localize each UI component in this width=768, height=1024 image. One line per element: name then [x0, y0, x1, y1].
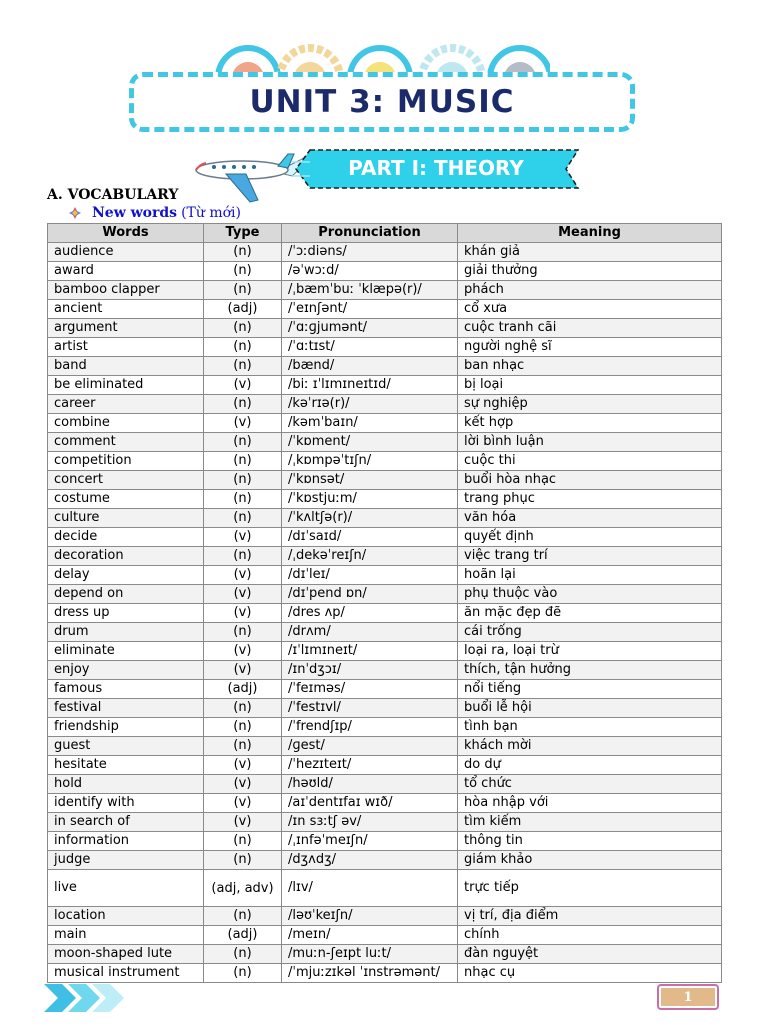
- word-cell: live: [48, 870, 204, 907]
- pronunciation-cell: /bænd/: [282, 357, 458, 376]
- type-cell: (n): [204, 243, 282, 262]
- meaning-cell: tình bạn: [458, 718, 722, 737]
- table-row: [48, 661, 722, 680]
- table-row: [48, 376, 722, 395]
- table-row: [48, 642, 722, 661]
- pronunciation-cell: /dʒʌdʒ/: [282, 851, 458, 870]
- word-cell: competition: [48, 452, 204, 471]
- table-row: [48, 775, 722, 794]
- column-header-type: Type: [204, 224, 282, 243]
- word-cell: decide: [48, 528, 204, 547]
- table-row: [48, 945, 722, 964]
- type-cell: (v): [204, 794, 282, 813]
- pronunciation-cell: /ˈfrendʃɪp/: [282, 718, 458, 737]
- table-row: [48, 319, 722, 338]
- table-row: [48, 490, 722, 509]
- type-cell: (n): [204, 945, 282, 964]
- meaning-cell: do dự: [458, 756, 722, 775]
- pronunciation-cell: /ɪnˈdʒɔɪ/: [282, 661, 458, 680]
- table-row: [48, 338, 722, 357]
- pronunciation-cell: /biː ɪˈlɪmɪneɪtɪd/: [282, 376, 458, 395]
- table-row: [48, 509, 722, 528]
- table-row: [48, 964, 722, 983]
- word-cell: information: [48, 832, 204, 851]
- pronunciation-cell: /ˈfeɪməs/: [282, 680, 458, 699]
- pronunciation-cell: /meɪn/: [282, 926, 458, 945]
- meaning-cell: cuộc thi: [458, 452, 722, 471]
- table-row: [48, 528, 722, 547]
- meaning-cell: nhạc cụ: [458, 964, 722, 983]
- word-cell: award: [48, 262, 204, 281]
- type-cell: (v): [204, 775, 282, 794]
- word-cell: culture: [48, 509, 204, 528]
- pronunciation-cell: /ˈɔːdiəns/: [282, 243, 458, 262]
- word-cell: main: [48, 926, 204, 945]
- pronunciation-cell: /ˌɪnfəˈmeɪʃn/: [282, 832, 458, 851]
- table-row: [48, 585, 722, 604]
- type-cell: (n): [204, 357, 282, 376]
- table-row: [48, 756, 722, 775]
- word-cell: hesitate: [48, 756, 204, 775]
- table-row: [48, 851, 722, 870]
- type-cell: (adj): [204, 680, 282, 699]
- table-row: [48, 794, 722, 813]
- pronunciation-cell: /kəˈrɪə(r)/: [282, 395, 458, 414]
- type-cell: (n): [204, 907, 282, 926]
- word-cell: enjoy: [48, 661, 204, 680]
- word-cell: friendship: [48, 718, 204, 737]
- word-cell: festival: [48, 699, 204, 718]
- word-cell: argument: [48, 319, 204, 338]
- word-cell: combine: [48, 414, 204, 433]
- word-cell: career: [48, 395, 204, 414]
- meaning-cell: phách: [458, 281, 722, 300]
- word-cell: famous: [48, 680, 204, 699]
- meaning-cell: lời bình luận: [458, 433, 722, 452]
- meaning-cell: ăn mặc đẹp đẽ: [458, 604, 722, 623]
- table-row: [48, 870, 722, 907]
- pronunciation-cell: /ɡest/: [282, 737, 458, 756]
- type-cell: (n): [204, 452, 282, 471]
- type-cell: (n): [204, 395, 282, 414]
- table-row: [48, 471, 722, 490]
- pronunciation-cell: /dɪˈsaɪd/: [282, 528, 458, 547]
- pronunciation-cell: /həʊld/: [282, 775, 458, 794]
- type-cell: (v): [204, 585, 282, 604]
- pronunciation-cell: /ˌkɒmpəˈtɪʃn/: [282, 452, 458, 471]
- meaning-cell: văn hóa: [458, 509, 722, 528]
- table-row: [48, 452, 722, 471]
- meaning-cell: khách mời: [458, 737, 722, 756]
- pronunciation-cell: /ɪˈlɪmɪneɪt/: [282, 642, 458, 661]
- type-cell: (n): [204, 737, 282, 756]
- meaning-cell: chính: [458, 926, 722, 945]
- word-cell: dress up: [48, 604, 204, 623]
- subsection-heading: [68, 205, 241, 221]
- type-cell: (n): [204, 718, 282, 737]
- type-cell: (v): [204, 528, 282, 547]
- pronunciation-cell: /ˈkɒstjuːm/: [282, 490, 458, 509]
- table-row: [48, 832, 722, 851]
- type-cell: (n): [204, 699, 282, 718]
- pronunciation-cell: /ˈeɪnʃənt/: [282, 300, 458, 319]
- word-cell: hold: [48, 775, 204, 794]
- pronunciation-cell: /ˌdekəˈreɪʃn/: [282, 547, 458, 566]
- word-cell: decoration: [48, 547, 204, 566]
- pronunciation-cell: /ˌbæmˈbuː ˈklæpə(r)/: [282, 281, 458, 300]
- meaning-cell: tổ chức: [458, 775, 722, 794]
- pronunciation-cell: /ˈmjuːzɪkəl ˈɪnstrəmənt/: [282, 964, 458, 983]
- table-row: [48, 300, 722, 319]
- table-row: [48, 604, 722, 623]
- type-cell: (v): [204, 756, 282, 775]
- table-row: [48, 414, 722, 433]
- type-cell: (n): [204, 433, 282, 452]
- word-cell: costume: [48, 490, 204, 509]
- meaning-cell: thông tin: [458, 832, 722, 851]
- meaning-cell: bị loại: [458, 376, 722, 395]
- pronunciation-cell: /ləʊˈkeɪʃn/: [282, 907, 458, 926]
- type-cell: (adj): [204, 926, 282, 945]
- type-cell: (n): [204, 281, 282, 300]
- meaning-cell: thích, tận hưởng: [458, 661, 722, 680]
- meaning-cell: tìm kiếm: [458, 813, 722, 832]
- word-cell: location: [48, 907, 204, 926]
- pronunciation-cell: /aɪˈdentɪfaɪ wɪð/: [282, 794, 458, 813]
- word-cell: audience: [48, 243, 204, 262]
- word-cell: ancient: [48, 300, 204, 319]
- meaning-cell: giám khảo: [458, 851, 722, 870]
- pronunciation-cell: /muːn-ʃeɪpt luːt/: [282, 945, 458, 964]
- vocabulary-table: [47, 223, 722, 983]
- meaning-cell: việc trang trí: [458, 547, 722, 566]
- type-cell: (v): [204, 376, 282, 395]
- table-row: [48, 357, 722, 376]
- subsection-note: (Từ mới): [181, 205, 241, 221]
- table-row: [48, 433, 722, 452]
- word-cell: depend on: [48, 585, 204, 604]
- pronunciation-cell: /lɪv/: [282, 870, 458, 907]
- meaning-cell: buổi hòa nhạc: [458, 471, 722, 490]
- meaning-cell: đàn nguyệt: [458, 945, 722, 964]
- word-cell: identify with: [48, 794, 204, 813]
- column-header-words: Words: [48, 224, 204, 243]
- meaning-cell: giải thưởng: [458, 262, 722, 281]
- meaning-cell: phụ thuộc vào: [458, 585, 722, 604]
- type-cell: (v): [204, 604, 282, 623]
- meaning-cell: buổi lễ hội: [458, 699, 722, 718]
- type-cell: (adj): [204, 300, 282, 319]
- table-row: [48, 699, 722, 718]
- type-cell: (n): [204, 547, 282, 566]
- pronunciation-cell: /ˈɑːtɪst/: [282, 338, 458, 357]
- pronunciation-cell: /ˈkɒnsət/: [282, 471, 458, 490]
- type-cell: (n): [204, 851, 282, 870]
- section-heading: A. VOCABULARY: [47, 187, 179, 203]
- footer-arrows-icon: [44, 982, 128, 1014]
- meaning-cell: người nghệ sĩ: [458, 338, 722, 357]
- pronunciation-cell: /ˈhezɪteɪt/: [282, 756, 458, 775]
- word-cell: musical instrument: [48, 964, 204, 983]
- word-cell: artist: [48, 338, 204, 357]
- word-cell: drum: [48, 623, 204, 642]
- meaning-cell: cuộc tranh cãi: [458, 319, 722, 338]
- table-row: [48, 813, 722, 832]
- type-cell: (n): [204, 338, 282, 357]
- meaning-cell: kết hợp: [458, 414, 722, 433]
- type-cell: (n): [204, 964, 282, 983]
- subsection-title: New words: [92, 205, 178, 221]
- meaning-cell: nổi tiếng: [458, 680, 722, 699]
- column-header-pronunciation: Pronunciation: [282, 224, 458, 243]
- word-cell: moon-shaped lute: [48, 945, 204, 964]
- pronunciation-cell: /dɪˈleɪ/: [282, 566, 458, 585]
- table-row: [48, 680, 722, 699]
- meaning-cell: loại ra, loại trừ: [458, 642, 722, 661]
- pronunciation-cell: /dɪˈpend ɒn/: [282, 585, 458, 604]
- meaning-cell: ban nhạc: [458, 357, 722, 376]
- type-cell: (v): [204, 566, 282, 585]
- type-cell: (n): [204, 471, 282, 490]
- pronunciation-cell: /ˈɑːɡjumənt/: [282, 319, 458, 338]
- page-title: UNIT 3: MUSIC: [249, 84, 515, 120]
- word-cell: judge: [48, 851, 204, 870]
- type-cell: (n): [204, 623, 282, 642]
- page-number-badge: [657, 984, 719, 1010]
- meaning-cell: cái trống: [458, 623, 722, 642]
- type-cell: (n): [204, 832, 282, 851]
- meaning-cell: khán giả: [458, 243, 722, 262]
- type-cell: (adj, adv): [204, 870, 282, 907]
- meaning-cell: sự nghiệp: [458, 395, 722, 414]
- column-header-meaning: Meaning: [458, 224, 722, 243]
- table-row: [48, 623, 722, 642]
- type-cell: (n): [204, 509, 282, 528]
- pronunciation-cell: /ˈkʌltʃə(r)/: [282, 509, 458, 528]
- pronunciation-cell: /ɪn sɜːtʃ əv/: [282, 813, 458, 832]
- table-row: [48, 262, 722, 281]
- table-body: [48, 243, 722, 983]
- pronunciation-cell: /əˈwɔːd/: [282, 262, 458, 281]
- part-label: PART I: THEORY: [348, 156, 524, 180]
- table-header-row: [48, 224, 722, 243]
- table-row: [48, 926, 722, 945]
- pronunciation-cell: /drʌm/: [282, 623, 458, 642]
- type-cell: (n): [204, 319, 282, 338]
- title-box: [129, 72, 635, 132]
- meaning-cell: hoãn lại: [458, 566, 722, 585]
- table-row: [48, 243, 722, 262]
- pronunciation-cell: /kəmˈbaɪn/: [282, 414, 458, 433]
- table-row: [48, 737, 722, 756]
- table-row: [48, 907, 722, 926]
- pronunciation-cell: /dres ʌp/: [282, 604, 458, 623]
- table-row: [48, 281, 722, 300]
- word-cell: concert: [48, 471, 204, 490]
- pronunciation-cell: /ˈfestɪvl/: [282, 699, 458, 718]
- word-cell: delay: [48, 566, 204, 585]
- type-cell: (n): [204, 262, 282, 281]
- page-number: 1: [661, 988, 715, 1006]
- meaning-cell: quyết định: [458, 528, 722, 547]
- meaning-cell: trang phục: [458, 490, 722, 509]
- word-cell: be eliminated: [48, 376, 204, 395]
- word-cell: band: [48, 357, 204, 376]
- meaning-cell: trực tiếp: [458, 870, 722, 907]
- word-cell: eliminate: [48, 642, 204, 661]
- table-row: [48, 566, 722, 585]
- type-cell: (v): [204, 661, 282, 680]
- pronunciation-cell: /ˈkɒment/: [282, 433, 458, 452]
- table-row: [48, 395, 722, 414]
- table-row: [48, 547, 722, 566]
- type-cell: (v): [204, 642, 282, 661]
- type-cell: (v): [204, 813, 282, 832]
- word-cell: comment: [48, 433, 204, 452]
- meaning-cell: vị trí, địa điểm: [458, 907, 722, 926]
- word-cell: bamboo clapper: [48, 281, 204, 300]
- table-row: [48, 718, 722, 737]
- type-cell: (n): [204, 490, 282, 509]
- word-cell: guest: [48, 737, 204, 756]
- meaning-cell: cổ xưa: [458, 300, 722, 319]
- diamond-bullet-icon: [68, 206, 82, 220]
- meaning-cell: hòa nhập với: [458, 794, 722, 813]
- type-cell: (v): [204, 414, 282, 433]
- word-cell: in search of: [48, 813, 204, 832]
